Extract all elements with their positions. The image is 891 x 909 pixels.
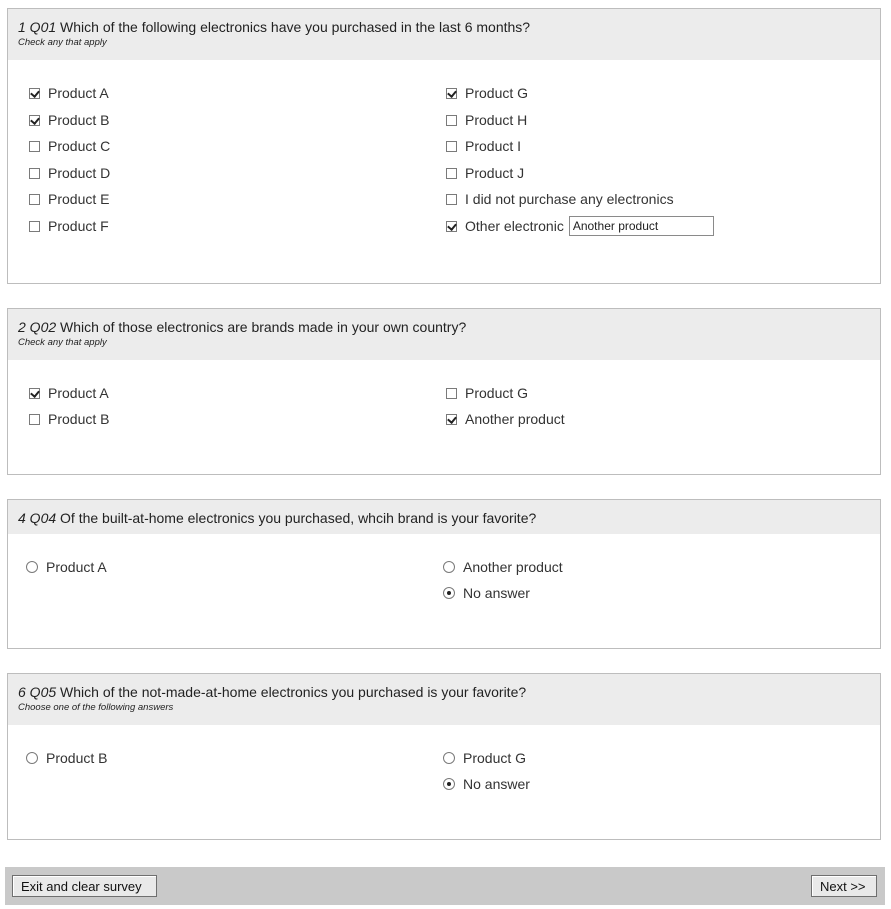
checkbox[interactable]: [446, 414, 457, 425]
radio[interactable]: [443, 752, 455, 764]
exit-clear-survey-button[interactable]: Exit and clear survey: [12, 875, 157, 897]
question-text: Which of the not-made-at-home electronics you purchased is your favorite?: [60, 684, 527, 700]
survey-footer: [5, 867, 885, 905]
option-product-a[interactable]: [29, 83, 109, 103]
option-another-product[interactable]: [446, 409, 565, 429]
option-no-answer[interactable]: [443, 583, 530, 603]
option-product-j[interactable]: [446, 163, 524, 183]
option-other-electronic[interactable]: [446, 216, 714, 236]
question-help: Choose one of the following answers: [18, 702, 174, 713]
option-another-product[interactable]: [443, 557, 563, 577]
option-product-g[interactable]: [443, 748, 526, 768]
option-product-b[interactable]: [26, 748, 107, 768]
question-number: 6 Q05: [18, 684, 57, 700]
radio[interactable]: [26, 561, 38, 573]
checkbox[interactable]: [446, 194, 457, 205]
other-electronic-input[interactable]: [569, 216, 714, 236]
option-label: Product A: [48, 85, 109, 101]
option-label: Product A: [46, 559, 107, 575]
checkbox[interactable]: [29, 168, 40, 179]
checkbox[interactable]: [446, 388, 457, 399]
option-product-i[interactable]: [446, 136, 521, 156]
question-number: 2 Q02: [18, 319, 57, 335]
option-no-purchase[interactable]: [446, 189, 674, 209]
option-product-f[interactable]: [29, 216, 109, 236]
option-no-answer[interactable]: [443, 774, 530, 794]
checkbox[interactable]: [446, 115, 457, 126]
option-label: Product G: [465, 385, 529, 401]
option-product-d[interactable]: [29, 163, 110, 183]
checkbox[interactable]: [29, 221, 40, 232]
option-label: Product B: [48, 411, 110, 427]
question-q05: [7, 673, 881, 840]
option-product-g[interactable]: [446, 83, 528, 103]
option-product-c[interactable]: [29, 136, 110, 156]
question-header: [8, 500, 880, 535]
checkbox[interactable]: [29, 414, 40, 425]
checkbox[interactable]: [29, 115, 40, 126]
option-product-h[interactable]: [446, 110, 527, 130]
option-product-b[interactable]: [29, 110, 109, 130]
option-product-e[interactable]: [29, 189, 109, 209]
option-label: Product B: [48, 112, 110, 128]
option-label: Product E: [48, 191, 110, 207]
radio[interactable]: [26, 752, 38, 764]
option-product-a[interactable]: [29, 383, 109, 403]
option-label: Product G: [463, 750, 527, 766]
checkbox[interactable]: [446, 141, 457, 152]
question-header: [8, 674, 880, 726]
question-title: [18, 18, 870, 36]
question-text: Of the built-at-home electronics you purchased, whcih brand is your favorite?: [60, 510, 537, 526]
checkbox[interactable]: [29, 88, 40, 99]
option-label: Product H: [465, 112, 528, 128]
checkbox[interactable]: [29, 141, 40, 152]
question-text: Which of those electronics are brands made in your own country?: [60, 319, 467, 335]
question-q02: [7, 308, 881, 475]
option-label: Product D: [48, 165, 111, 181]
checkbox[interactable]: [29, 388, 40, 399]
question-text: Which of the following electronics have you purchased in the last 6 months?: [60, 19, 531, 35]
option-label: Product A: [48, 385, 109, 401]
option-label: Another product: [463, 559, 563, 575]
option-label: No answer: [463, 585, 530, 601]
radio[interactable]: [443, 561, 455, 573]
next-button[interactable]: Next >>: [811, 875, 877, 897]
option-label: I did not purchase any electronics: [465, 191, 674, 207]
question-q01: [7, 8, 881, 284]
option-product-g[interactable]: [446, 383, 528, 403]
option-label: No answer: [463, 776, 530, 792]
checkbox[interactable]: [446, 221, 457, 232]
question-number: 4 Q04: [18, 510, 57, 526]
question-header: [8, 309, 880, 361]
option-label: Product C: [48, 138, 111, 154]
question-q04: [7, 499, 881, 649]
question-header: [8, 9, 880, 61]
option-label: Product F: [48, 218, 109, 234]
checkbox[interactable]: [29, 194, 40, 205]
radio[interactable]: [443, 778, 455, 790]
option-label: Product G: [465, 85, 529, 101]
option-label: Product J: [465, 165, 525, 181]
option-label: Product B: [46, 750, 108, 766]
checkbox[interactable]: [446, 168, 457, 179]
question-title: [18, 509, 870, 527]
question-help: Check any that apply: [18, 337, 107, 348]
question-number: 1 Q01: [18, 19, 57, 35]
question-help: Check any that apply: [18, 37, 107, 48]
question-title: [18, 683, 870, 701]
option-product-a[interactable]: [26, 557, 107, 577]
option-product-b[interactable]: [29, 409, 109, 429]
question-title: [18, 318, 870, 336]
option-label: Another product: [465, 411, 565, 427]
radio[interactable]: [443, 587, 455, 599]
option-label: Other electronic: [465, 218, 564, 234]
checkbox[interactable]: [446, 88, 457, 99]
option-label: Product I: [465, 138, 522, 154]
